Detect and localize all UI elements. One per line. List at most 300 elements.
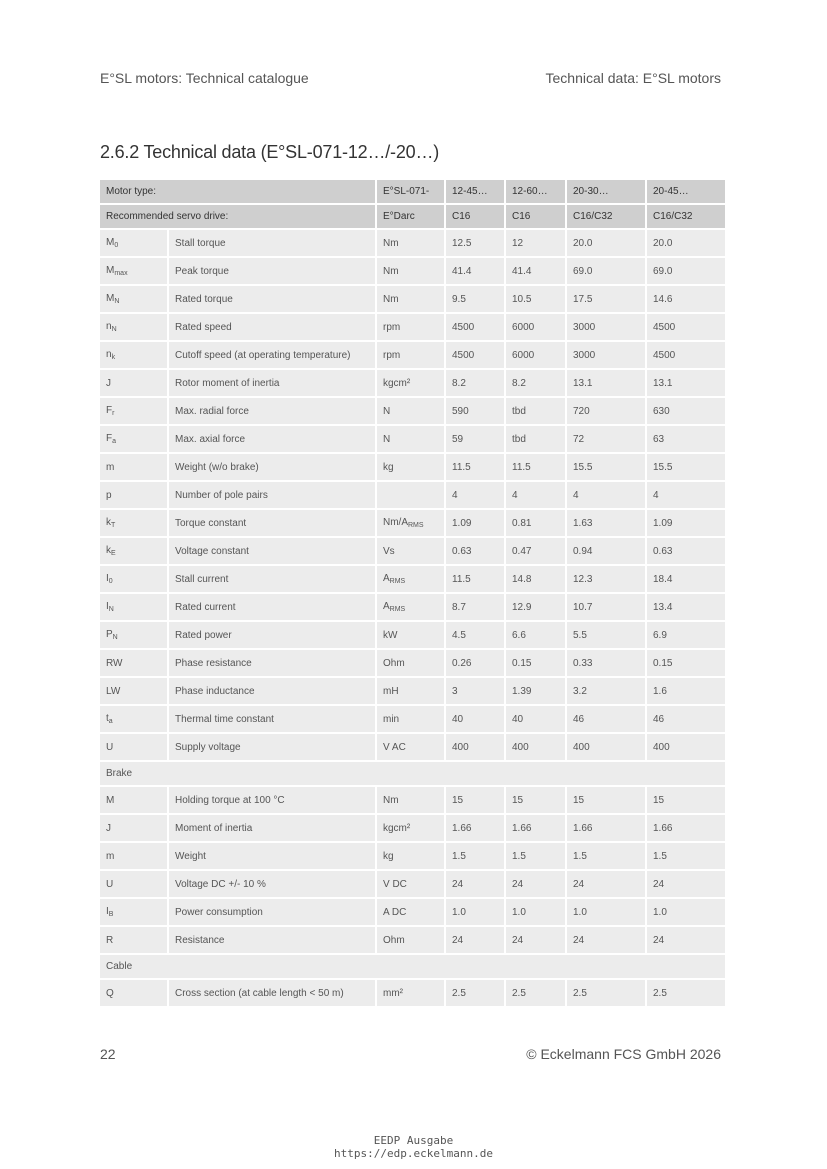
symbol-subscript: a	[112, 438, 117, 445]
header-cell: Motor type:	[100, 180, 376, 204]
symbol-subscript: max	[114, 270, 128, 277]
table-row	[100, 842, 725, 870]
unit-cell	[376, 509, 445, 537]
value-cell: 720	[566, 397, 646, 425]
table-group-row	[100, 761, 725, 786]
symbol: R	[106, 934, 114, 946]
symbol-cell	[100, 509, 168, 537]
value-cell: 6.6	[505, 621, 566, 649]
table-row	[100, 979, 725, 1007]
value-cell: 11.5	[445, 453, 505, 481]
table-group-row	[100, 954, 725, 979]
unit-cell	[376, 565, 445, 593]
parameter-name: Power consumption	[168, 898, 376, 926]
value-cell: 15	[566, 786, 646, 814]
value-cell: 4500	[646, 341, 725, 369]
unit: rpm	[383, 349, 401, 361]
symbol: F	[106, 433, 113, 444]
unit: A DC	[383, 906, 407, 918]
value-cell: 0.94	[566, 537, 646, 565]
symbol-subscript: N	[114, 298, 120, 305]
value-cell: 13.1	[566, 369, 646, 397]
table-row	[100, 509, 725, 537]
value-cell: 11.5	[505, 453, 566, 481]
table-row	[100, 481, 725, 509]
symbol-cell	[100, 814, 168, 842]
value-cell: 63	[646, 425, 725, 453]
header-cell: E°Darc	[376, 204, 445, 229]
value-cell: 4500	[445, 313, 505, 341]
unit-cell	[376, 898, 445, 926]
page-number: 22	[100, 1046, 116, 1062]
value-cell: 24	[445, 870, 505, 898]
value-cell: 6.9	[646, 621, 725, 649]
unit: V AC	[383, 741, 406, 753]
value-cell: 1.0	[505, 898, 566, 926]
table-row	[100, 537, 725, 565]
symbol-subscript: B	[108, 911, 114, 918]
value-cell: 4	[566, 481, 646, 509]
unit: kW	[383, 629, 398, 641]
value-cell: 12.5	[445, 229, 505, 257]
symbol: F	[106, 405, 113, 416]
value-cell: 1.5	[646, 842, 725, 870]
symbol-cell	[100, 565, 168, 593]
parameter-name: Moment of inertia	[168, 814, 376, 842]
value-cell: 12.9	[505, 593, 566, 621]
parameter-name: Cross section (at cable length < 50 m)	[168, 979, 376, 1007]
value-cell: 1.5	[505, 842, 566, 870]
unit-cell	[376, 341, 445, 369]
value-cell: 400	[445, 733, 505, 761]
unit: A	[383, 601, 390, 612]
symbol: I	[106, 601, 109, 612]
value-cell: 3000	[566, 341, 646, 369]
value-cell: 12	[505, 229, 566, 257]
table-header-row	[100, 180, 725, 204]
running-header-left: E°SL motors: Technical catalogue	[100, 70, 309, 86]
unit-cell	[376, 733, 445, 761]
value-cell: 1.66	[646, 814, 725, 842]
unit-cell	[376, 786, 445, 814]
symbol-subscript: N	[108, 606, 114, 613]
unit-cell	[376, 842, 445, 870]
value-cell: 24	[646, 870, 725, 898]
value-cell: 69.0	[646, 257, 725, 285]
parameter-name: Supply voltage	[168, 733, 376, 761]
table-row	[100, 733, 725, 761]
value-cell: 3000	[566, 313, 646, 341]
value-cell: 24	[646, 926, 725, 954]
unit: Nm	[383, 265, 399, 277]
symbol-cell	[100, 979, 168, 1007]
value-cell: 4.5	[445, 621, 505, 649]
table-row	[100, 786, 725, 814]
symbol-subscript: N	[112, 634, 118, 641]
symbol-cell	[100, 898, 168, 926]
table-row	[100, 814, 725, 842]
value-cell: 10.5	[505, 285, 566, 313]
symbol-cell	[100, 341, 168, 369]
unit: Nm	[383, 293, 399, 305]
value-cell: 4500	[445, 341, 505, 369]
value-cell: 8.7	[445, 593, 505, 621]
unit: Nm	[383, 237, 399, 249]
value-cell: 1.5	[566, 842, 646, 870]
symbol: M	[106, 237, 115, 248]
value-cell: 69.0	[566, 257, 646, 285]
unit: mm²	[383, 987, 403, 999]
header-cell: 12-45…	[445, 180, 505, 204]
value-cell: 400	[566, 733, 646, 761]
value-cell: 15.5	[566, 453, 646, 481]
table-row	[100, 649, 725, 677]
symbol-subscript: 0	[114, 242, 119, 249]
header-cell: Recommended servo drive:	[100, 204, 376, 229]
parameter-name: Rated torque	[168, 285, 376, 313]
symbol-cell	[100, 481, 168, 509]
unit: kgcm²	[383, 377, 411, 389]
table-header-row	[100, 204, 725, 229]
table-row	[100, 870, 725, 898]
unit-cell	[376, 453, 445, 481]
value-cell: 18.4	[646, 565, 725, 593]
value-cell: 0.63	[445, 537, 505, 565]
header-cell: C16	[445, 204, 505, 229]
value-cell: 6000	[505, 313, 566, 341]
value-cell: 1.0	[445, 898, 505, 926]
value-cell: 1.66	[505, 814, 566, 842]
unit-subscript: RMS	[389, 606, 406, 613]
table-row	[100, 313, 725, 341]
value-cell: 1.5	[445, 842, 505, 870]
symbol-cell	[100, 786, 168, 814]
parameter-name: Weight	[168, 842, 376, 870]
table-row	[100, 341, 725, 369]
symbol-subscript: E	[111, 550, 116, 557]
symbol-cell	[100, 621, 168, 649]
unit-cell	[376, 537, 445, 565]
value-cell: tbd	[505, 397, 566, 425]
parameter-name: Phase inductance	[168, 677, 376, 705]
table-row	[100, 257, 725, 285]
symbol: k	[106, 517, 111, 528]
symbol-cell	[100, 397, 168, 425]
table-row	[100, 565, 725, 593]
value-cell: 14.6	[646, 285, 725, 313]
parameter-name: Phase resistance	[168, 649, 376, 677]
section-title: 2.6.2 Technical data (E°SL-071-12…/-20…)	[100, 142, 440, 162]
table-row	[100, 621, 725, 649]
value-cell: 8.2	[445, 369, 505, 397]
value-cell: 0.15	[505, 649, 566, 677]
unit: Nm	[383, 794, 399, 806]
value-cell: 9.5	[445, 285, 505, 313]
symbol-cell	[100, 313, 168, 341]
unit-cell	[376, 621, 445, 649]
value-cell: tbd	[505, 425, 566, 453]
value-cell: 1.66	[566, 814, 646, 842]
symbol: p	[106, 489, 112, 501]
table-row	[100, 229, 725, 257]
table-row	[100, 397, 725, 425]
value-cell: 400	[505, 733, 566, 761]
unit: N	[383, 405, 391, 417]
copyright-notice: © Eckelmann FCS GmbH 2026	[526, 1046, 721, 1062]
parameter-name: Torque constant	[168, 509, 376, 537]
table-row	[100, 926, 725, 954]
symbol-cell	[100, 229, 168, 257]
value-cell: 4	[445, 481, 505, 509]
value-cell: 15.5	[646, 453, 725, 481]
parameter-name: Voltage DC +/- 10 %	[168, 870, 376, 898]
value-cell: 0.47	[505, 537, 566, 565]
symbol: M	[106, 293, 115, 304]
value-cell: 1.63	[566, 509, 646, 537]
unit: N	[383, 433, 391, 445]
symbol: J	[106, 377, 111, 389]
symbol: RW	[106, 657, 123, 669]
value-cell: 3.2	[566, 677, 646, 705]
symbol: U	[106, 878, 114, 890]
value-cell: 41.4	[445, 257, 505, 285]
value-cell: 2.5	[646, 979, 725, 1007]
unit-subscript: RMS	[408, 522, 424, 529]
symbol-cell	[100, 649, 168, 677]
symbol: J	[106, 822, 111, 834]
value-cell: 12.3	[566, 565, 646, 593]
unit-cell	[376, 677, 445, 705]
symbol-subscript: 0	[108, 578, 113, 585]
value-cell: 400	[646, 733, 725, 761]
symbol-subscript: N	[111, 326, 117, 333]
value-cell: 0.15	[646, 649, 725, 677]
value-cell: 630	[646, 397, 725, 425]
symbol-cell	[100, 733, 168, 761]
parameter-name: Peak torque	[168, 257, 376, 285]
unit: min	[383, 713, 400, 725]
value-cell: 3	[445, 677, 505, 705]
edition-stamp: EEDP Ausgabe	[373, 1134, 454, 1147]
header-cell: E°SL-071-	[376, 180, 445, 204]
unit-cell	[376, 481, 445, 509]
unit-subscript: RMS	[389, 578, 406, 585]
symbol-cell	[100, 285, 168, 313]
symbol: I	[106, 906, 109, 917]
value-cell: 20.0	[646, 229, 725, 257]
symbol-subscript: a	[108, 718, 113, 725]
symbol: m	[106, 850, 115, 862]
value-cell: 0.33	[566, 649, 646, 677]
value-cell: 2.5	[445, 979, 505, 1007]
symbol-cell	[100, 705, 168, 733]
value-cell: 15	[445, 786, 505, 814]
symbol: U	[106, 741, 114, 753]
unit-cell	[376, 814, 445, 842]
unit: rpm	[383, 321, 401, 333]
value-cell: 40	[445, 705, 505, 733]
symbol-subscript: r	[112, 410, 115, 417]
value-cell: 2.5	[566, 979, 646, 1007]
running-header-right: Technical data: E°SL motors	[545, 70, 721, 86]
symbol-cell	[100, 425, 168, 453]
value-cell: 1.0	[646, 898, 725, 926]
header-cell: 12-60…	[505, 180, 566, 204]
unit-cell	[376, 313, 445, 341]
parameter-name: Rated speed	[168, 313, 376, 341]
table-row	[100, 898, 725, 926]
symbol-cell	[100, 593, 168, 621]
symbol: k	[106, 545, 111, 556]
value-cell: 1.0	[566, 898, 646, 926]
header-cell: 20-45…	[646, 180, 725, 204]
value-cell: 24	[505, 870, 566, 898]
unit: Vs	[383, 545, 395, 557]
parameter-name: Rotor moment of inertia	[168, 369, 376, 397]
symbol-subscript: T	[111, 522, 116, 529]
value-cell: 15	[505, 786, 566, 814]
table-row	[100, 453, 725, 481]
value-cell: 13.1	[646, 369, 725, 397]
unit-cell	[376, 397, 445, 425]
unit-cell	[376, 926, 445, 954]
parameter-name: Thermal time constant	[168, 705, 376, 733]
unit: kg	[383, 850, 394, 862]
symbol: n	[106, 349, 112, 360]
unit: Ohm	[383, 657, 405, 669]
value-cell: 24	[566, 870, 646, 898]
table-row	[100, 369, 725, 397]
unit: Nm/A	[383, 517, 408, 528]
symbol: m	[106, 461, 115, 473]
unit: Ohm	[383, 934, 405, 946]
value-cell: 8.2	[505, 369, 566, 397]
edition-url: https://edp.eckelmann.de	[334, 1147, 493, 1160]
header-cell: C16/C32	[566, 204, 646, 229]
parameter-name: Resistance	[168, 926, 376, 954]
symbol-cell	[100, 369, 168, 397]
group-label: Cable	[100, 954, 725, 979]
parameter-name: Number of pole pairs	[168, 481, 376, 509]
value-cell: 5.5	[566, 621, 646, 649]
value-cell: 24	[566, 926, 646, 954]
unit-cell	[376, 425, 445, 453]
value-cell: 24	[505, 926, 566, 954]
symbol: Q	[106, 987, 114, 999]
value-cell: 11.5	[445, 565, 505, 593]
value-cell: 0.63	[646, 537, 725, 565]
parameter-name: Stall torque	[168, 229, 376, 257]
unit: mH	[383, 685, 399, 697]
symbol: M	[106, 265, 115, 276]
symbol-cell	[100, 257, 168, 285]
parameter-name: Max. axial force	[168, 425, 376, 453]
value-cell: 6000	[505, 341, 566, 369]
symbol: n	[106, 321, 112, 332]
value-cell: 1.09	[445, 509, 505, 537]
value-cell: 0.81	[505, 509, 566, 537]
parameter-name: Rated current	[168, 593, 376, 621]
unit-cell	[376, 870, 445, 898]
parameter-name: Holding torque at 100 °C	[168, 786, 376, 814]
parameter-name: Stall current	[168, 565, 376, 593]
technical-data-table	[100, 180, 725, 1008]
value-cell: 14.8	[505, 565, 566, 593]
symbol: P	[106, 629, 113, 640]
value-cell: 72	[566, 425, 646, 453]
value-cell: 2.5	[505, 979, 566, 1007]
value-cell: 59	[445, 425, 505, 453]
table-row	[100, 425, 725, 453]
value-cell: 590	[445, 397, 505, 425]
unit-cell	[376, 705, 445, 733]
value-cell: 10.7	[566, 593, 646, 621]
symbol-cell	[100, 842, 168, 870]
symbol-subscript: k	[111, 354, 116, 361]
symbol-cell	[100, 870, 168, 898]
unit-cell	[376, 229, 445, 257]
header-cell: C16	[505, 204, 566, 229]
symbol: I	[106, 573, 109, 584]
value-cell: 4500	[646, 313, 725, 341]
symbol: t	[106, 713, 109, 724]
table-row	[100, 285, 725, 313]
symbol-cell	[100, 926, 168, 954]
symbol-cell	[100, 537, 168, 565]
parameter-name: Rated power	[168, 621, 376, 649]
unit: A	[383, 573, 390, 584]
table-row	[100, 705, 725, 733]
value-cell: 15	[646, 786, 725, 814]
symbol: M	[106, 794, 115, 806]
header-cell: C16/C32	[646, 204, 725, 229]
value-cell: 4	[505, 481, 566, 509]
unit: V DC	[383, 878, 407, 890]
parameter-name: Voltage constant	[168, 537, 376, 565]
value-cell: 13.4	[646, 593, 725, 621]
value-cell: 0.26	[445, 649, 505, 677]
unit-cell	[376, 979, 445, 1007]
table-row	[100, 677, 725, 705]
unit-cell	[376, 257, 445, 285]
symbol-cell	[100, 453, 168, 481]
table-row	[100, 593, 725, 621]
unit-cell	[376, 285, 445, 313]
value-cell: 40	[505, 705, 566, 733]
value-cell: 46	[566, 705, 646, 733]
value-cell: 1.39	[505, 677, 566, 705]
value-cell: 17.5	[566, 285, 646, 313]
parameter-name: Max. radial force	[168, 397, 376, 425]
value-cell: 24	[445, 926, 505, 954]
parameter-name: Weight (w/o brake)	[168, 453, 376, 481]
unit: kg	[383, 461, 394, 473]
unit-cell	[376, 593, 445, 621]
value-cell: 1.6	[646, 677, 725, 705]
value-cell: 20.0	[566, 229, 646, 257]
unit-cell	[376, 369, 445, 397]
unit-cell	[376, 649, 445, 677]
value-cell: 46	[646, 705, 725, 733]
symbol-cell	[100, 677, 168, 705]
unit: kgcm²	[383, 822, 411, 834]
header-cell: 20-30…	[566, 180, 646, 204]
value-cell: 1.09	[646, 509, 725, 537]
parameter-name: Cutoff speed (at operating temperature)	[168, 341, 376, 369]
value-cell: 1.66	[445, 814, 505, 842]
group-label: Brake	[100, 761, 725, 786]
value-cell: 41.4	[505, 257, 566, 285]
